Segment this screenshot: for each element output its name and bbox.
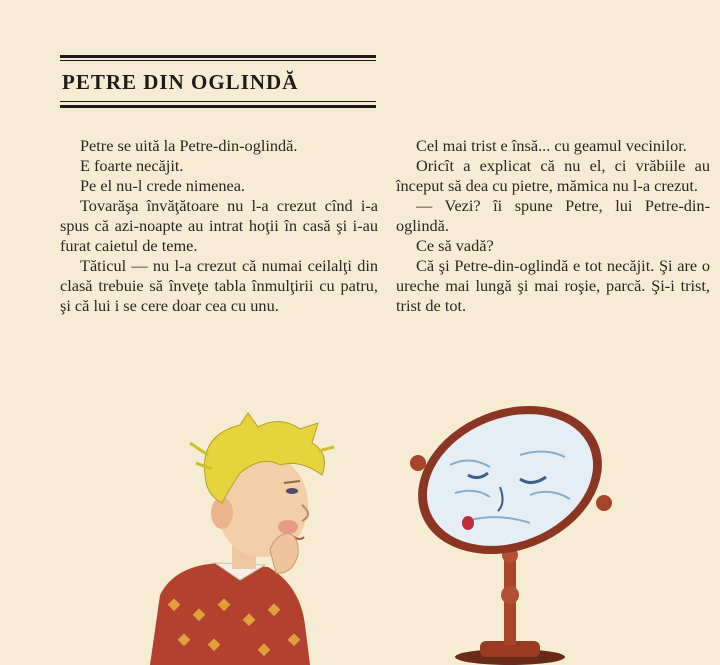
hand-mirror-on-stand-icon [396,395,625,665]
paragraph: Oricît a explicat că nu el, ci vrăbiile au început să dea cu pietre, mămica nu l-a crezut. [396,156,710,195]
paragraph: Cel mai trist e însă... cu geamul vecinilor. [416,136,687,155]
title-rule-top-thin [60,60,376,61]
paragraph: — Vezi? îi spune Petre, lui Petre-din-oglindă. [396,196,710,235]
illustration [0,395,720,665]
page-title: PETRE DIN OGLINDĂ [62,70,299,94]
paragraph: Ce să vadă? [416,236,494,255]
title-rule-bottom-thin [60,101,376,102]
title-rule-top [60,55,376,58]
right-text-column [396,136,710,316]
boy-with-yellow-hair-icon [150,413,334,665]
paragraph: E foarte necăjit. [80,156,184,175]
title-rule-bottom [60,105,376,108]
paragraph: Petre se uită la Petre-din-oglindă. [80,136,298,155]
left-text-column [60,136,378,316]
paragraph: Că şi Petre-din-oglindă e tot necăjit. Şi are o ureche mai lungă şi mai roşie, parcă. Şi-i trist, trist de tot. [396,256,710,315]
paragraph: Tovarăşa învăţătoare nu l-a crezut cînd i-a spus că azi-noapte au intrat hoţii în casă şi i-au furat caietul de teme. [60,196,378,255]
paragraph: Pe el nu-l crede nimenea. [80,176,245,195]
paragraph: Tăticul — nu l-a crezut că numai ceilalţi din clasă trebuie să înveţe tabla înmulţirii cu patru, şi că lui i se cere doar cea cu unu. [60,256,378,315]
